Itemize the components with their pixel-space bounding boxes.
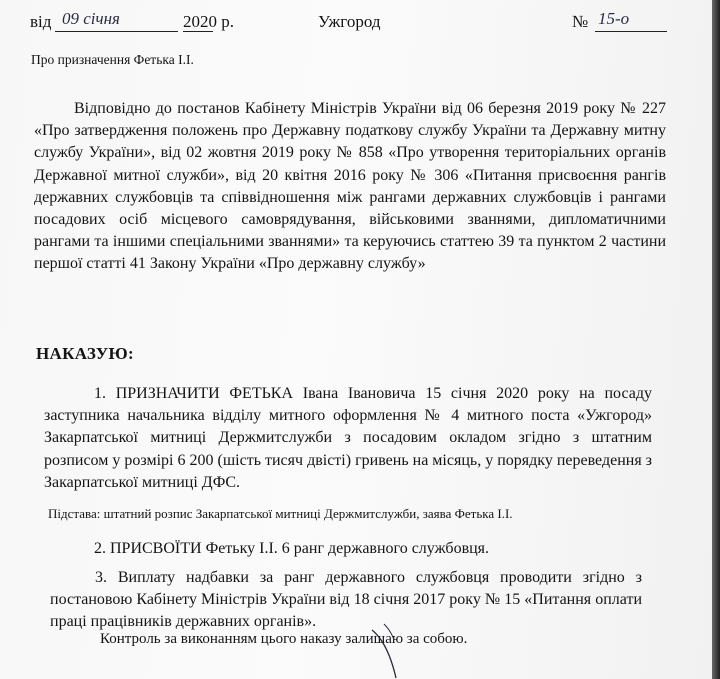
item-1-text: Івана Івановича 15 січня 2020 року на посаду заступника начальника відділу митного оформлення № 4 митного поста «Ужгород» Закарпатської митниці Держмитслужби з посадовим окладом згідно з штатним розписом у розмірі 6 200 (шість тисяч двісті) гривень на місяць, у порядку переведення з Закарпатської митниці ДФС.	[44, 385, 652, 491]
order-heading: НАКАЗУЮ:	[36, 344, 134, 363]
date-prefix: від	[30, 12, 52, 31]
item-1-lead: 1. ПРИЗНАЧИТИ ФЕТЬКА	[94, 385, 294, 402]
order-item-3: 3. Виплату надбавки за ранг державного службовця проводити згідно з постановою Кабінету Міністрів України від 18 січня 2017 року № 15 «Питання оплати праці працівників державних органів».	[50, 569, 642, 631]
order-item-2	[94, 540, 489, 558]
city-name: Ужгород	[318, 12, 381, 31]
handwritten-date: 09 січня	[62, 9, 120, 28]
basis-note: Підстава: штатний розпис Закарпатської митниці Держмитслужби, заява Фетька І.І.	[48, 506, 513, 521]
page-edge-shadow	[712, 0, 720, 679]
item-2-lead: 2. ПРИСВОЇТИ	[94, 540, 202, 557]
signature-stroke	[368, 622, 438, 679]
preamble-paragraph: Відповідно до постанов Кабінету Міністрів України від 06 березня 2019 року № 227 «Про затвердження положень про Державну податкову службу України та Державну митну службу України», від 02 жовтня 2019 року № 858 «Про утворення територіальних органів Державної митної служби», від 20 квітня 2016 року № 306 «Питання присвоєння рангів державних службовців та співвідношення між рангами державних службовців і рангами посадових осіб місцевого самоврядування, військовими званнями, дипломатичними рангами та іншими спеціальними званнями» та керуючись статтею 39 та пунктом 2 частини першої статті 41 Закону України «Про державну службу»	[34, 100, 666, 273]
handwritten-order-number: 15-о	[598, 9, 630, 28]
year-label: 2020 р.	[183, 12, 234, 31]
number-label: №	[572, 12, 589, 31]
order-header	[0, 0, 712, 40]
item-2-text: Фетьку І.І. 6 ранг державного службовця.	[205, 540, 490, 557]
order-subject: Про призначення Фетька І.І.	[31, 52, 194, 67]
date-underline	[55, 31, 178, 32]
number-underline	[595, 31, 667, 32]
order-item-1	[44, 383, 652, 494]
control-clause: Контроль за виконанням цього наказу залишаю за собою.	[100, 631, 468, 647]
